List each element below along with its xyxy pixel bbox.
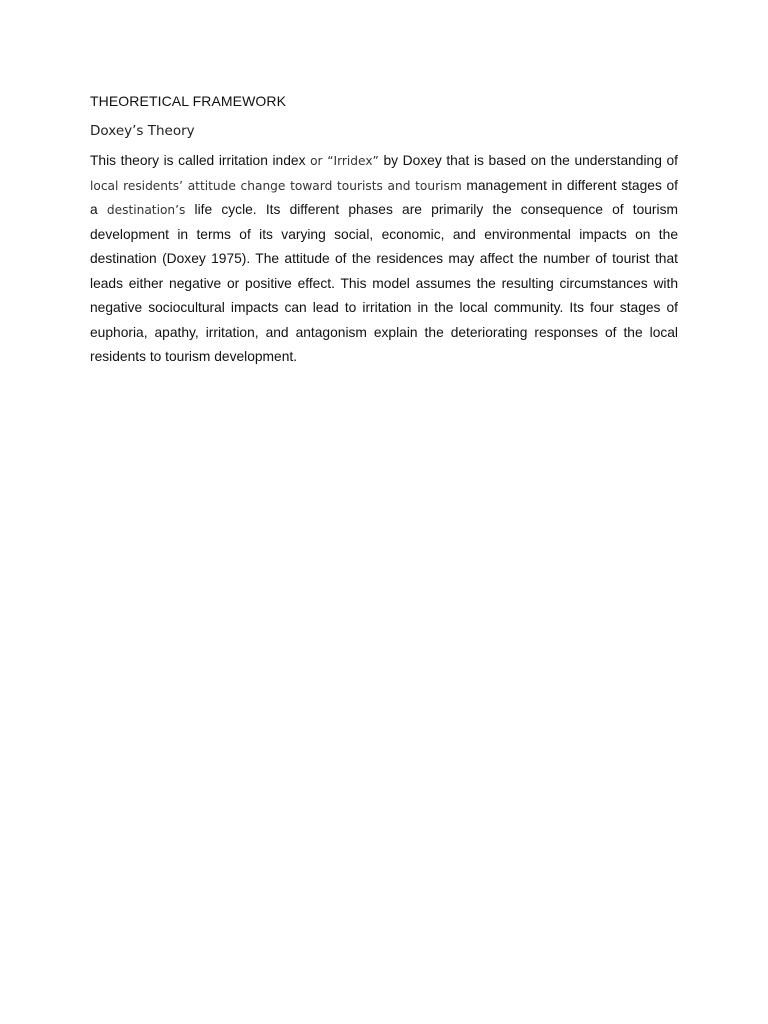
document-content <box>90 91 678 370</box>
paragraph-segment: This theory is called irritation index <box>90 153 311 168</box>
paragraph-segment-destination: destination’s <box>106 203 186 217</box>
paragraph-segment: by Doxey that is based on the understanding of <box>378 153 678 168</box>
body-paragraph <box>90 149 678 370</box>
paragraph-segment: management in different stages of a <box>90 177 678 217</box>
section-title: THEORETICAL FRAMEWORK <box>90 93 287 109</box>
paragraph-segment-local-residents: local residents’ attitude change toward tourists and tourism <box>90 178 462 193</box>
subsection-title: Doxey’s Theory <box>90 123 195 139</box>
paragraph-segment: life cycle. Its different phases are primarily the consequence of tourism development in terms of its varying social, economic, and environmental impacts on the destination (Doxey 1975). The attitude of the residences may affect the number of tourist that leads either negative or positive effect. This model assumes the resulting circumstances with negative sociocultural impacts can lead to irritation in the local community. Its four stages of euphoria, apathy, irritation, and antagonism explain the deteriorating responses of the local residents to tourism development. <box>90 202 678 364</box>
paragraph-segment-irridex: or “Irridex” <box>310 154 379 168</box>
